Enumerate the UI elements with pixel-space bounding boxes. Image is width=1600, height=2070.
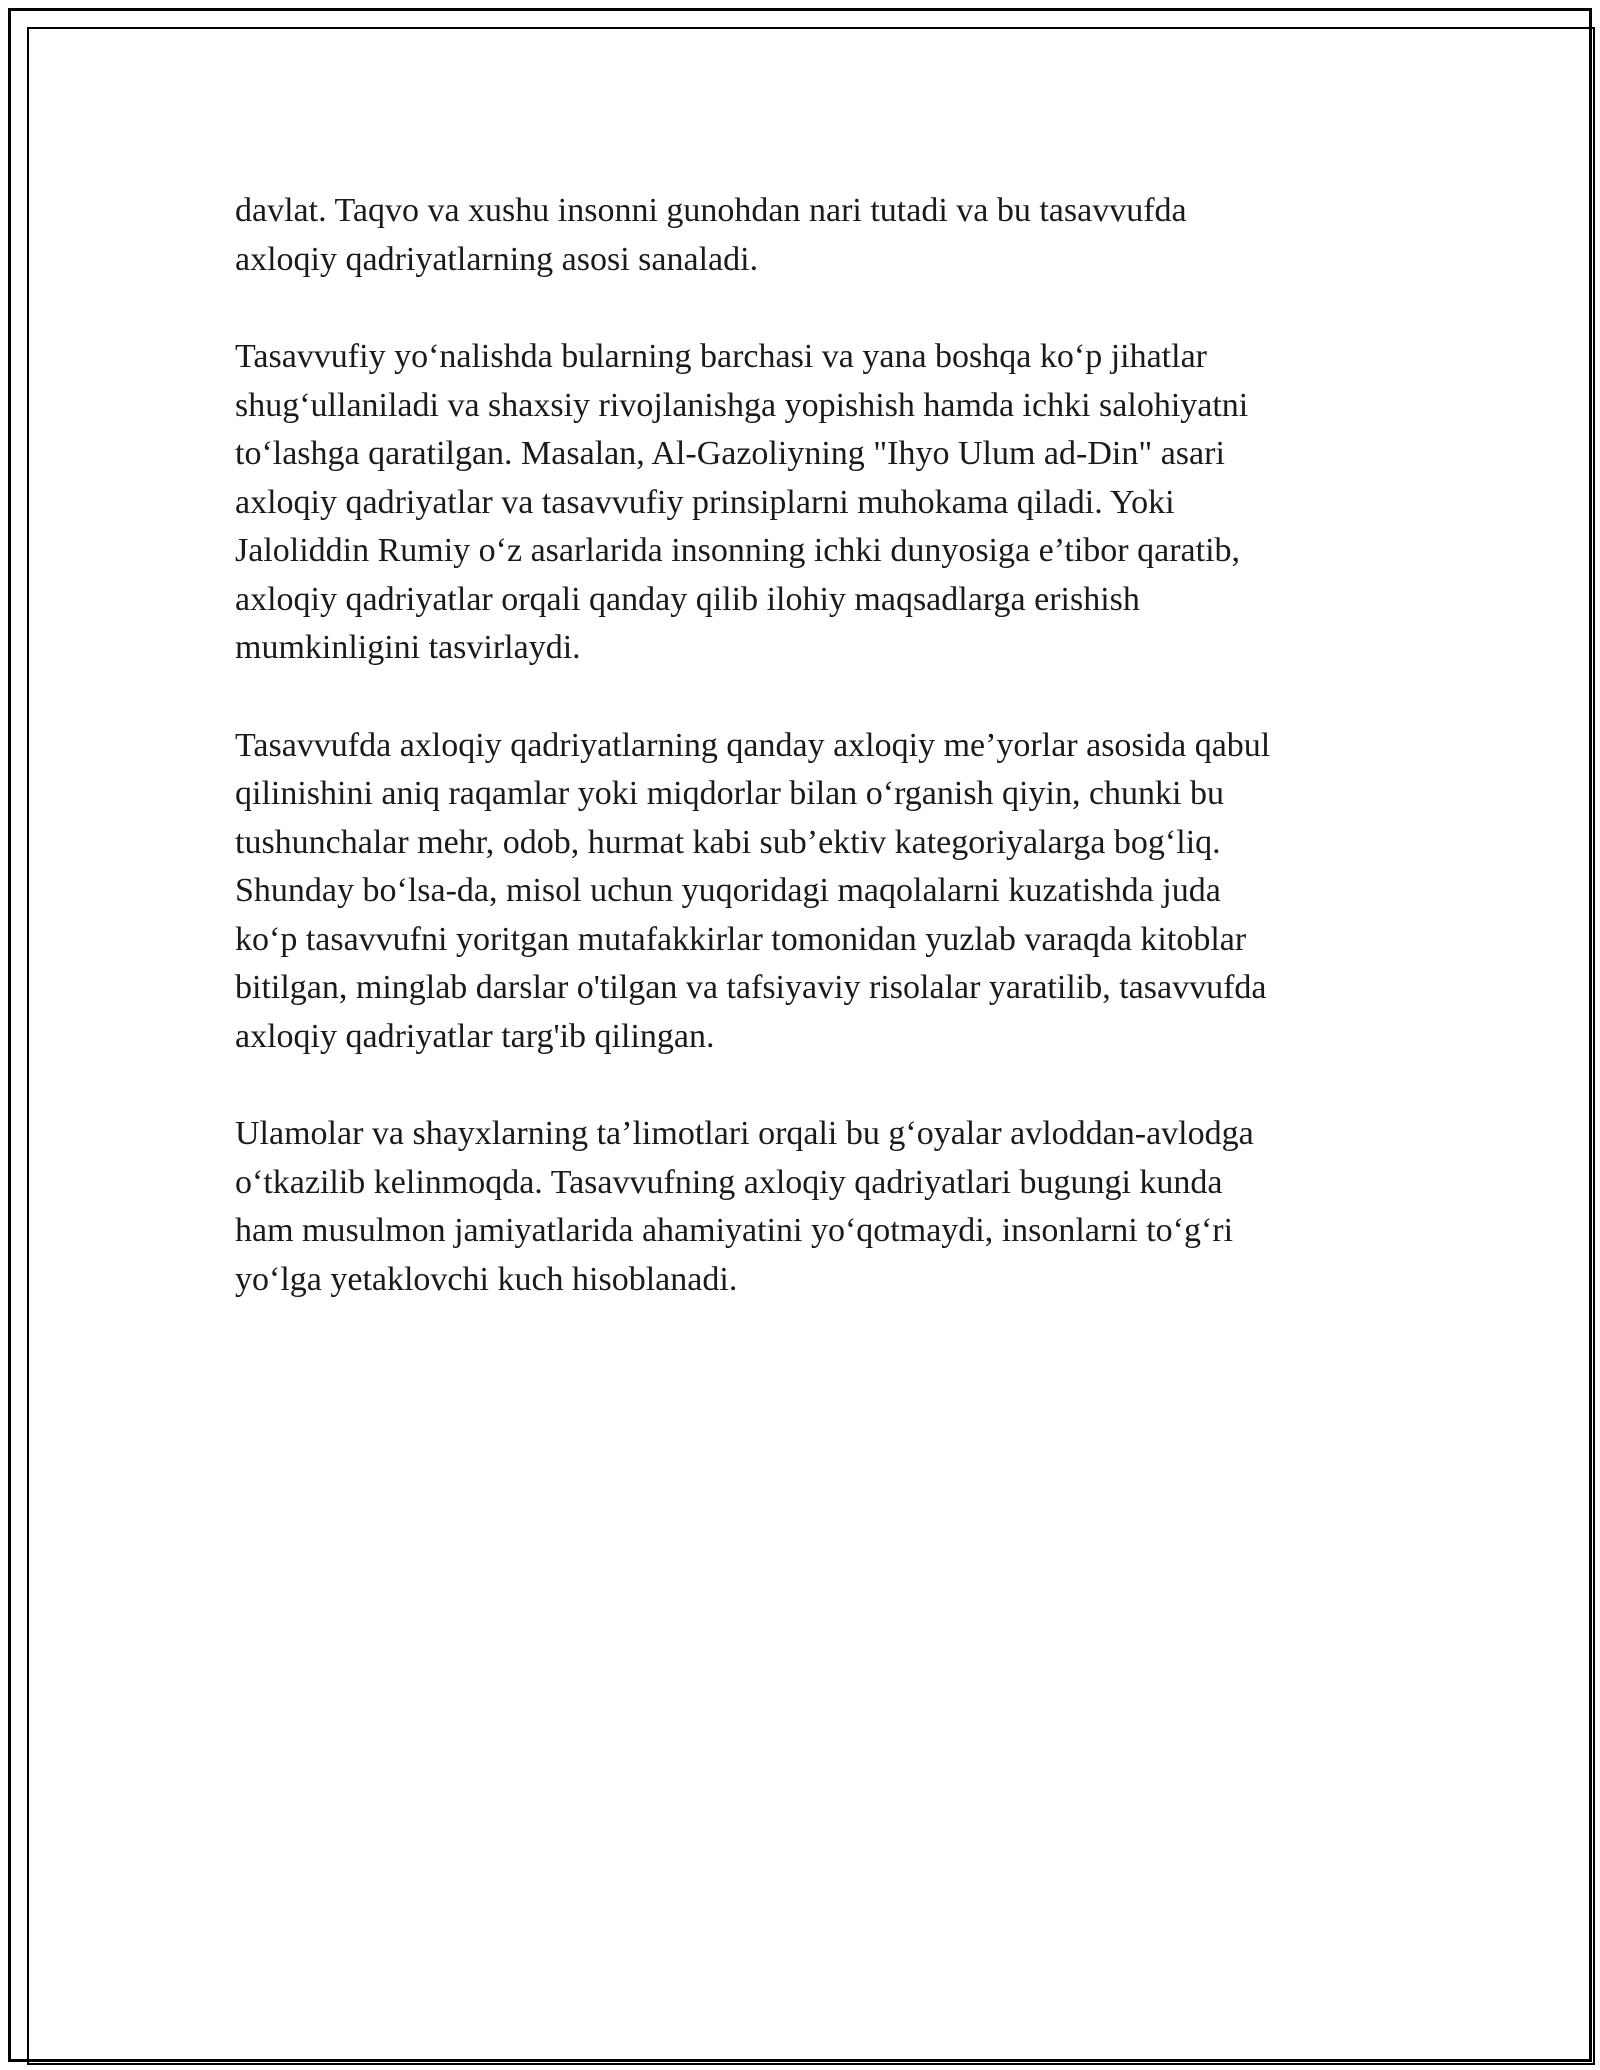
- text-line: Tasavvufda axloqiy qadriyatlarning qanday axloqiy me’yorlar asosida qabul: [235, 726, 1271, 764]
- text-line: shug‘ullaniladi va shaxsiy rivojlanishga yopishish hamda ichki salohiyatni: [235, 386, 1249, 424]
- text-line: qilinishini aniq raqamlar yoki miqdorlar bilan o‘rganish qiyin, chunki bu: [235, 775, 1224, 812]
- text-line: tushunchalar mehr, odob, hurmat kabi sub’ektiv kategoriyalarga bog‘liq.: [235, 823, 1221, 861]
- text-line: o‘tkazilib kelinmoqda. Tasavvufning axloqiy qadriyatlari bugungi kunda: [235, 1163, 1223, 1201]
- paragraph-4: [235, 1110, 1375, 1304]
- text-line: axloqiy qadriyatlar targ'ib qilingan.: [235, 1017, 715, 1055]
- text-line: Tasavvufiy yo‘nalishda bularning barchasi va yana boshqa ko‘p jihatlar: [235, 338, 1207, 375]
- text-line: axloqiy qadriyatlar orqali qanday qilib ilohiy maqsadlarga erishish: [235, 580, 1140, 618]
- text-line: to‘lashga qaratilgan. Masalan, Al-Gazoliyning "Ihyo Ulum ad-Din" asari: [235, 435, 1225, 472]
- text-line: bitilgan, minglab darslar o'tilgan va tafsiyaviy risolalar yaratilib, tasavvufda: [235, 969, 1267, 1006]
- paragraph-2: [235, 333, 1375, 673]
- text-line: ko‘p tasavvufni yoritgan mutafakkirlar tomonidan yuzlab varaqda kitoblar: [235, 920, 1247, 958]
- text-line: Shunday bo‘lsa-da, misol uchun yuqoridagi maqolalarni kuzatishda juda: [235, 872, 1221, 909]
- document-body: [235, 187, 1375, 1353]
- text-line: Jaloliddin Rumiy o‘z asarlarida insonning ichki dunyosiga e’tibor qaratib,: [235, 532, 1241, 569]
- text-line: ham musulmon jamiyatlarida ahamiyatini yo‘qotmaydi, insonlarni to‘g‘ri: [235, 1212, 1234, 1249]
- text-line: yo‘lga yetaklovchi kuch hisoblanadi.: [235, 1260, 738, 1298]
- text-line: Ulamolar va shayxlarning ta’limotlari orqali bu g‘oyalar avloddan-avlodga: [235, 1115, 1254, 1152]
- text-line: axloqiy qadriyatlarning asosi sanaladi.: [235, 240, 759, 278]
- paragraph-1: [235, 187, 1375, 284]
- text-line: axloqiy qadriyatlar va tasavvufiy prinsiplarni muhokama qiladi. Yoki: [235, 483, 1175, 521]
- text-line: davlat. Taqvo va xushu insonni gunohdan nari tutadi va bu tasavvufda: [235, 192, 1187, 229]
- text-line: mumkinligini tasvirlaydi.: [235, 629, 581, 666]
- paragraph-3: [235, 722, 1375, 1062]
